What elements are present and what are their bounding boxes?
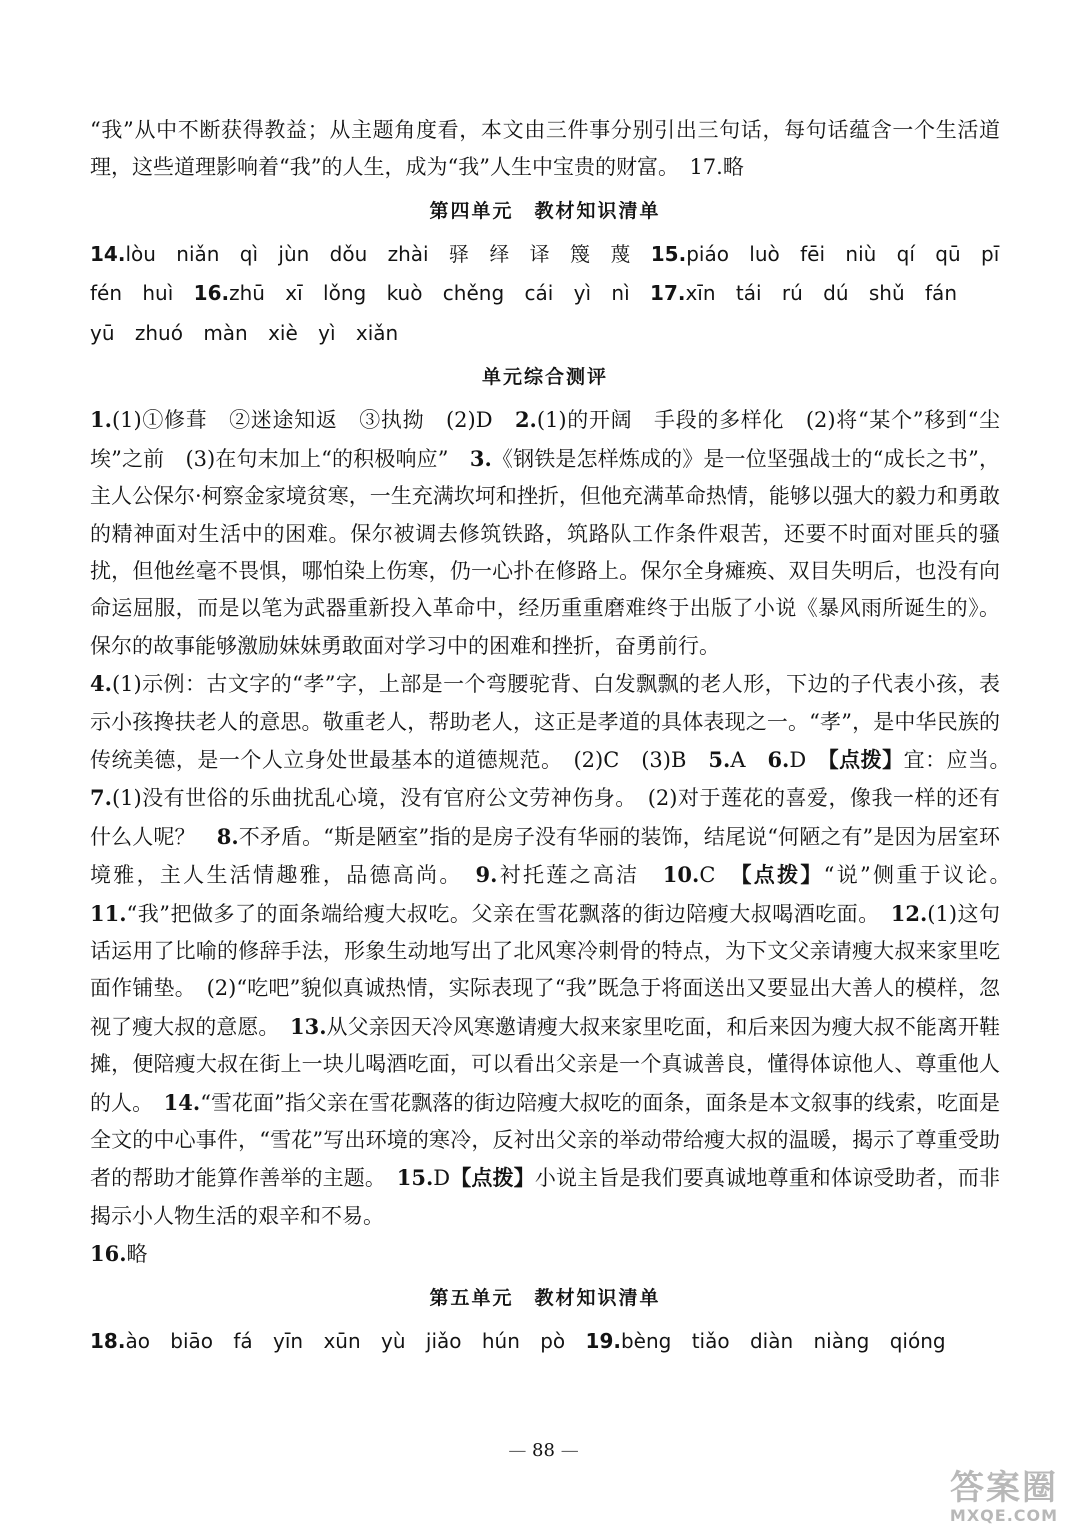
answer-12: (1)这句话运用了比喻的修辞手法，形象生动地写出了北风寒冷刺骨的特点，为下文父亲请瘦大叔来家里吃面作铺垫。 (2)“吃吧”貌似真诚热情，实际表现了“我”既急于将面送出又要显出大善人的模样，忽视了瘦大叔的意愿。: [90, 901, 1000, 1039]
q18-number: 18.: [90, 1328, 126, 1353]
unit-test-section-title: 单元综合测评: [481, 366, 608, 389]
q18-pinyin: ào biāo fá yīn xūn yù jiǎo hún pò: [125, 1328, 566, 1353]
answer-1-number: 1.: [90, 407, 112, 433]
page-footer: [0, 1440, 1087, 1461]
answer-7: (1)没有世俗的乐曲扰乱心境，没有官府公文劳神伤身。 (2)对于莲花的喜爱，像我一样的还有什么人呢？: [90, 786, 1000, 849]
answer-6: D: [789, 747, 829, 772]
answer-page: [90, 112, 1022, 1361]
footer-dash-left: —: [508, 1440, 527, 1461]
page-number: 88: [532, 1440, 555, 1461]
answer-12-number: 12.: [890, 900, 928, 926]
answer-15: D: [433, 1166, 451, 1191]
answer-13: 从父亲因天冷风寒邀请瘦大叔来家里吃面，和后来因为瘦大叔不能离开鞋摊，便陪瘦大叔在街上一块儿喝酒吃面，可以看出父亲是一个真诚善良，懂得体谅他人、尊重他人的人。: [90, 1014, 1001, 1115]
answer-14-number: 14.: [163, 1089, 201, 1115]
q17-number: 17.: [650, 281, 686, 306]
footer-dash-right: —: [560, 1440, 579, 1461]
watermark-url: MXQE.COM: [949, 1506, 1059, 1525]
unit-test-answers-4-15: [90, 665, 1022, 1235]
unit4-section-title: 第四单元 教材知识清单: [429, 199, 661, 222]
site-watermark: [929, 1470, 1079, 1530]
answer-9-number: 9.: [475, 862, 498, 888]
answer-3: 《钢铁是怎样炼成的》是一位坚强战士的“成长之书”，主人公保尔·柯察金家境贫寒，一生充满坎坷和挫折，但他充满革命热情，能够以强大的毅力和勇敢的精神面对生活中的困难。保尔被调去修筑铁路，筑路队工作条件艰苦，还要不时面对匪兵的骚扰，但他丝毫不畏惧，哪怕染上伤寒，仍一心扑在修路上。保尔全身瘫痪、双目失明后，也没有向命运屈服，而是以笔为武器重新投入革命中，经历重重磨难终于出版了小说《暴风雨所诞生的》。保尔的故事能够激励妹妹勇敢面对学习中的困难和挫折，奋勇前行。: [90, 446, 1000, 658]
answer-15-number: 15.: [396, 1165, 434, 1191]
answer-6-tip-label: 【点拨】: [828, 746, 904, 772]
answer-6-number: 6.: [767, 746, 790, 772]
answer-8: 不矛盾。“斯是陋室”指的是房子没有华丽的装饰，结尾说“何陋之有”是因为居室环境雅，主人生活情趣雅，品德高尚。: [90, 824, 1000, 888]
answer-11: “我”把做多了的面条端给瘦大叔吃。父亲在雪花飘落的街边陪瘦大叔喝酒吃面。: [126, 901, 891, 926]
answer-9: 衬托莲之高洁: [497, 863, 663, 888]
unit5-pinyin-answers: [90, 1322, 1000, 1362]
unit-test-answer-16: [90, 1235, 1000, 1273]
watermark-logo-text: 答案圈: [950, 1468, 1058, 1508]
answer-16-number: 16.: [90, 1241, 127, 1267]
answer-15-tip: 小说主旨是我们要真诚地尊重和体谅受助者，而非揭示小人物生活的艰辛和不易。: [90, 1166, 1001, 1228]
unit5-section-title: 第五单元 教材知识清单: [429, 1286, 661, 1309]
q14-pinyin: lòu niǎn qì jùn dǒu zhài 驿 绎 译 篾 蔑: [125, 241, 631, 266]
q15-number: 15.: [650, 241, 687, 266]
answer-4-number: 4.: [90, 671, 112, 697]
answer-2: (1)的开阔 手段的多样化 (2)将“某个”移到“尘埃”之前 (3)在句末加上“的积极响应”: [90, 408, 1000, 471]
answer-6-tip: 宜：应当。: [903, 747, 1022, 772]
continued-answer-text: [90, 112, 1000, 187]
answer-5: A: [730, 747, 768, 772]
q16-number: 16.: [193, 281, 230, 306]
answer-14: “雪花面”指父亲在雪花飘落的街边陪瘦大叔吃的面条，面条是本文叙事的线索，吃面是全文的中心事件，“雪花”写出环境的寒冷，反衬出父亲的举动带给瘦大叔的温暖，揭示了尊重受助者的帮助才能算作善举的主题。: [90, 1090, 1001, 1191]
answer-15-tip-label: 【点拨】: [450, 1165, 535, 1191]
answer-7-number: 7.: [90, 785, 112, 811]
answer-11-number: 11.: [90, 900, 127, 926]
q19-pinyin: bèng tiǎo diàn niàng qióng: [620, 1328, 946, 1353]
answer-10-tip: “说”侧重于议论。: [823, 863, 1021, 888]
q14-number: 14.: [90, 241, 126, 266]
answer-5-number: 5.: [708, 746, 731, 772]
q15-pinyin: piáo luò fēi niù qí qū pī fén huì: [90, 241, 1000, 306]
unit4-pinyin-answers: [90, 235, 1000, 354]
answer-4: (1)示例：古文字的“孝”字，上部是一个弯腰驼背、白发飘飘的老人形，下边的子代表小孩，表示小孩搀扶老人的意思。敬重老人，帮助老人，这正是孝道的具体表现之一。“孝”，是中华民族的传统美德，是一个人立身处世最基本的道德规范。 (2)C (3)B: [90, 672, 1000, 772]
answer-8-number: 8.: [216, 823, 239, 849]
q19-number: 19.: [585, 1328, 621, 1353]
answer-10-tip-label: 【点拨】: [740, 862, 824, 888]
continued-text: “我”从中不断获得教益；从主题角度看，本文由三件事分别引出三句话，每句话蕴含一个生活道理，这些道理影响着“我”的人生，成为“我”人生中宝贵的财富。 17.略: [90, 118, 1000, 180]
answer-2-number: 2.: [514, 407, 537, 433]
unit-test-answers-1-3: [90, 401, 1000, 665]
answer-10: C: [699, 863, 741, 888]
answer-13-number: 13.: [289, 1013, 327, 1039]
q17-pinyin: xīn tái rú dú shǔ fán yū zhuó màn xiè yì xiǎn: [90, 281, 957, 345]
q16-pinyin: zhū xī lǒng kuò chěng cái yì nì: [229, 281, 630, 306]
answer-3-number: 3.: [469, 445, 492, 471]
answer-10-number: 10.: [662, 862, 700, 888]
answer-1: (1)①修葺 ②迷途知返 ③执拗 (2)D: [111, 408, 515, 433]
answer-16: 略: [126, 1242, 148, 1267]
